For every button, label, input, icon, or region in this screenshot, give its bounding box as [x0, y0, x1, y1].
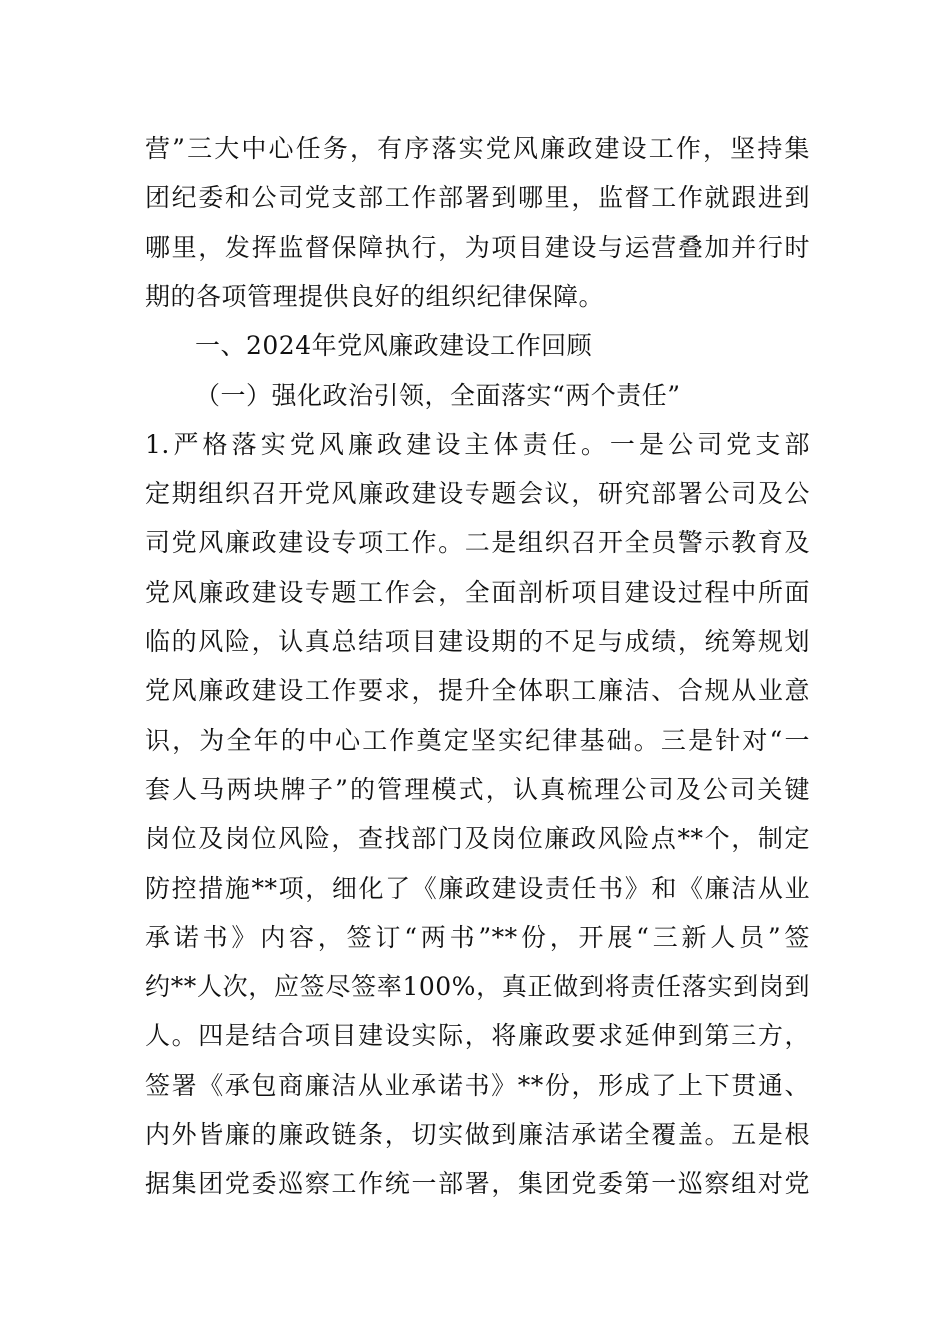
paragraph-line: 岗位及岗位风险，查找部门及岗位廉政风险点**个，制定 [145, 824, 810, 854]
paragraph-line: 临的风险，认真总结项目建设期的不足与成绩，统筹规划 [145, 627, 810, 656]
paragraph-line: 期的各项管理提供良好的组织纪律保障。 [145, 281, 605, 311]
paragraph-line: 1.严格落实党风廉政建设主体责任。一是公司党支部 [145, 429, 810, 459]
paragraph-line: 党风廉政建设专题工作会，全面剖析项目建设过程中所面 [145, 577, 810, 607]
paragraph-line: 套人马两块牌子”的管理模式，认真梳理公司及公司关键 [145, 774, 810, 804]
paragraph-line: 识，为全年的中心工作奠定坚实纪律基础。三是针对“一 [145, 725, 810, 755]
section-heading: （一）强化政治引领，全面落实“两个责任” [195, 380, 681, 410]
paragraph-line: 司党风廉政建设专项工作。二是组织召开全员警示教育及 [145, 528, 810, 558]
paragraph-line: 团纪委和公司党支部工作部署到哪里，监督工作就跟进到 [145, 183, 810, 213]
paragraph-line: 内外皆廉的廉政链条，切实做到廉洁承诺全覆盖。五是根 [145, 1120, 810, 1149]
paragraph-line: 营”三大中心任务，有序落实党风廉政建设工作，坚持集 [145, 134, 810, 163]
paragraph-line: 承诺书》内容，签订“两书”**份，开展“三新人员”签 [145, 922, 810, 952]
paragraph-line: 定期组织召开党风廉政建设专题会议，研究部署公司及公 [145, 479, 810, 509]
paragraph-line: 哪里，发挥监督保障执行，为项目建设与运营叠加并行时 [145, 232, 810, 262]
section-heading: 一、2024年党风廉政建设工作回顾 [195, 331, 593, 361]
paragraph-line: 党风廉政建设工作要求，提升全体职工廉洁、合规从业意 [145, 676, 810, 706]
paragraph-line: 防控措施**项，细化了《廉政建设责任书》和《廉洁从业 [145, 873, 810, 903]
paragraph-line: 签署《承包商廉洁从业承诺书》**份，形成了上下贯通、 [145, 1070, 810, 1100]
paragraph-line: 约**人次，应签尽签率100%，真正做到将责任落实到岗到 [145, 972, 810, 1002]
paragraph-line: 人。四是结合项目建设实际，将廉政要求延伸到第三方， [145, 1021, 810, 1051]
paragraph-line: 据集团党委巡察工作统一部署，集团党委第一巡察组对党 [145, 1169, 810, 1199]
